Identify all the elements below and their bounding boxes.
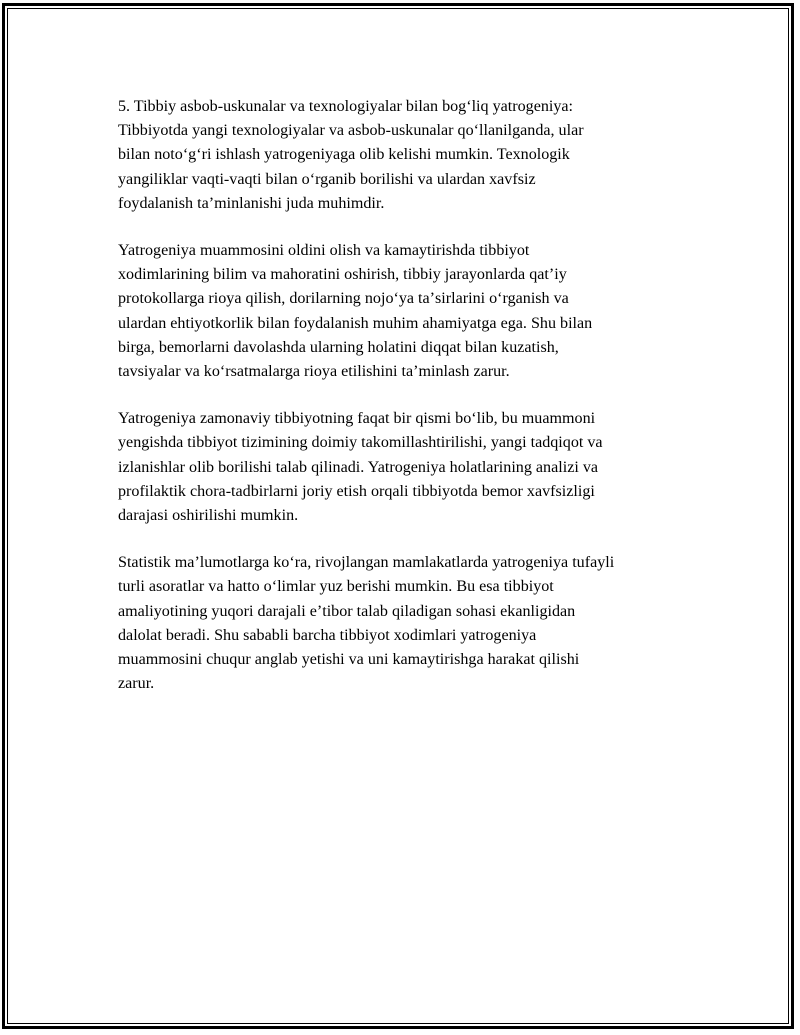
- text-line: Statistik maʼlumotlarga koʻra, rivojlangan mamlakatlarda yatrogeniya tufayli: [118, 554, 615, 572]
- text-line: izlanishlar olib borilishi talab qilinadi. Yatrogeniya holatlarining analizi va: [118, 458, 599, 476]
- text-line: dalolat beradi. Shu sababli barcha tibbiyot xodimlari yatrogeniya: [118, 626, 537, 644]
- text-line: xodimlarining bilim va mahoratini oshirish, tibbiy jarayonlarda qatʼiy: [118, 266, 567, 284]
- paragraph-modern-medicine: [118, 407, 698, 528]
- text-line: profilaktik chora-tadbirlarni joriy etish orqali tibbiyotda bemor xavfsizligi: [118, 482, 595, 500]
- text-line: protokollarga rioya qilish, dorilarning nojoʻya taʼsirlarini oʻrganish va: [118, 290, 569, 308]
- text-line: zarur.: [118, 675, 155, 693]
- text-line: bilan notoʻgʻri ishlash yatrogeniyaga olib kelishi mumkin. Texnologik: [118, 146, 570, 164]
- text-line: turli asoratlar va hatto oʻlimlar yuz berishi mumkin. Bu esa tibbiyot: [118, 578, 554, 596]
- text-line: Yatrogeniya muammosini oldini olish va kamaytirishda tibbiyot: [118, 242, 530, 260]
- paragraph-statistics: [118, 551, 698, 696]
- text-line: amaliyotining yuqori darajali eʼtibor talab qiladigan sohasi ekanligidan: [118, 602, 576, 620]
- document-body: [118, 95, 698, 719]
- text-line: 5. Tibbiy asbob-uskunalar va texnologiyalar bilan bogʻliq yatrogeniya:: [118, 98, 574, 115]
- text-line: muammosini chuqur anglab yetishi va uni kamaytirishga harakat qilishi: [118, 651, 580, 669]
- text-line: yengishda tibbiyot tizimining doimiy takomillashtirilishi, yangi tadqiqot va: [118, 434, 603, 452]
- text-line: darajasi oshirilishi mumkin.: [118, 507, 299, 525]
- text-line: tavsiyalar va koʻrsatmalarga rioya etilishini taʼminlash zarur.: [118, 363, 510, 381]
- text-line: foydalanish taʼminlanishi juda muhimdir.: [118, 194, 385, 212]
- paragraph-prevention: [118, 239, 698, 384]
- text-line: yangiliklar vaqti-vaqti bilan oʻrganib borilishi va ulardan xavfsiz: [118, 170, 536, 188]
- paragraph-medical-equipment-iatrogeny: [118, 95, 698, 216]
- text-line: ulardan ehtiyotkorlik bilan foydalanish muhim ahamiyatga ega. Shu bilan: [118, 314, 593, 332]
- text-line: birga, bemorlarni davolashda ularning holatini diqqat bilan kuzatish,: [118, 338, 559, 356]
- text-line: Yatrogeniya zamonaviy tibbiyotning faqat bir qismi boʻlib, bu muammoni: [118, 410, 596, 428]
- text-line: Tibbiyotda yangi texnologiyalar va asbob-uskunalar qoʻllanilganda, ular: [118, 122, 584, 140]
